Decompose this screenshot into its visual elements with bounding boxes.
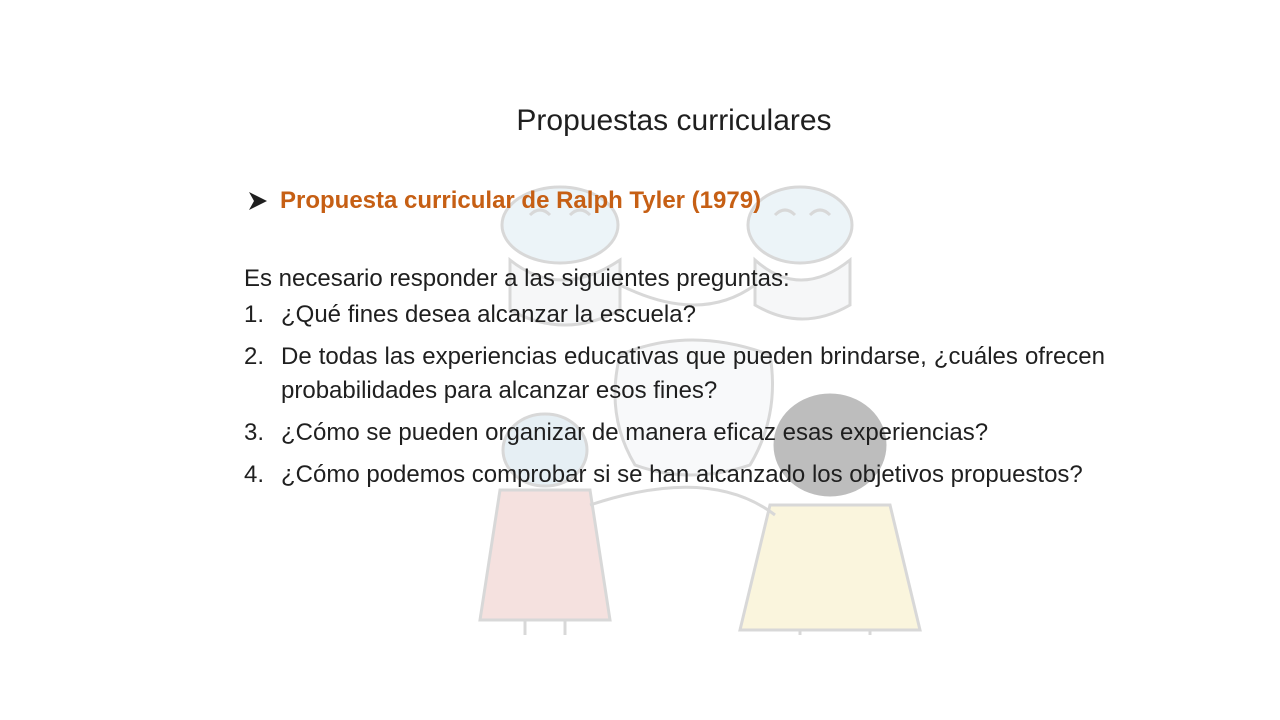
list-number: 2. (244, 343, 265, 370)
subheading-text: Propuesta curricular de Ralph Tyler (1979) (280, 187, 762, 214)
list-number: 4. (244, 461, 265, 488)
arrow-bullet-icon (246, 189, 270, 213)
list-item (244, 458, 1105, 492)
list-item (244, 340, 1105, 408)
subheading (246, 184, 946, 218)
slide-title: Propuestas curriculares (516, 104, 832, 137)
intro-text: Es necesario responder a las siguientes preguntas: (244, 265, 790, 292)
list-text: ¿Qué fines desea alcanzar la escuela? (281, 301, 696, 328)
list-item (244, 416, 1105, 450)
list-item (244, 298, 1105, 332)
slide-body (244, 262, 1105, 500)
list-number: 3. (244, 419, 265, 446)
question-list (244, 298, 1105, 492)
list-text: De todas las experiencias educativas que pueden brindarse, ¿cuáles ofrecen probabilidades para alcanzar esos fines? (281, 343, 1105, 404)
list-text: ¿Cómo podemos comprobar si se han alcanzado los objetivos propuestos? (281, 461, 1083, 488)
list-text: ¿Cómo se pueden organizar de manera eficaz esas experiencias? (281, 419, 989, 446)
list-number: 1. (244, 301, 265, 328)
